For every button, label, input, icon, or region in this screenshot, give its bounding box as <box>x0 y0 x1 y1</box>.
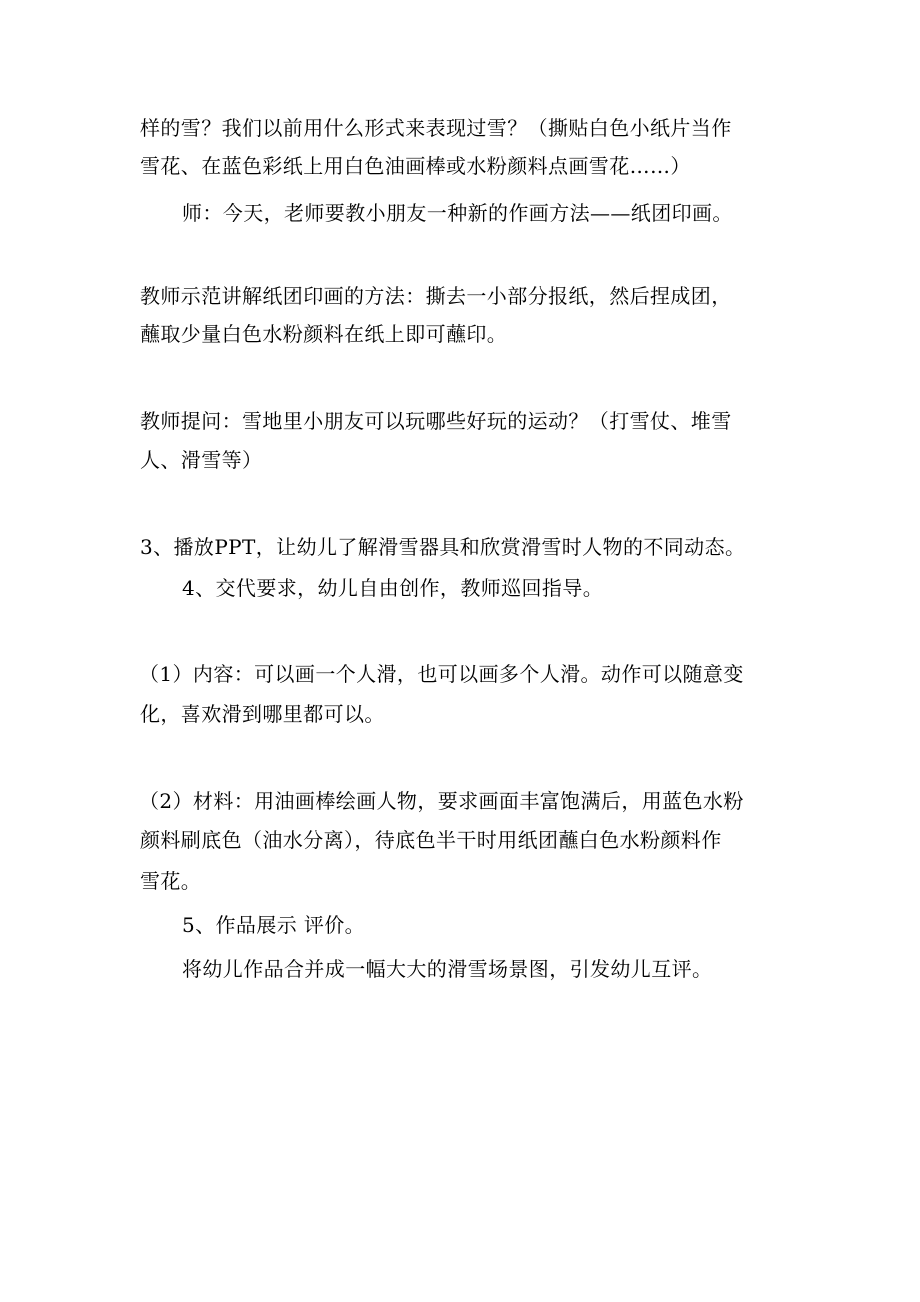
paragraph-line: （2）材料：用油画棒绘画人物，要求画面丰富饱满后，用蓝色水粉 <box>139 789 744 813</box>
paragraph-line: 人、滑雪等） <box>140 448 263 472</box>
paragraph-line: 颜料刷底色（油水分离），待底色半干时用纸团蘸白色水粉颜料作 <box>140 828 722 852</box>
paragraph-line: 3、播放PPT，让幼儿了解滑雪器具和欣赏滑雪时人物的不同动态。 <box>140 535 746 559</box>
paragraph-line: 雪花、在蓝色彩纸上用白色油画棒或水粉颜料点画雪花……） <box>140 154 691 178</box>
paragraph-line: 化，喜欢滑到哪里都可以。 <box>140 702 385 726</box>
paragraph-line: 5、作品展示 评价。 <box>182 913 366 937</box>
paragraph-line: （1）内容：可以画一个人滑，也可以画多个人滑。动作可以随意变 <box>139 662 744 686</box>
paragraph-line: 将幼儿作品合并成一幅大大的滑雪场景图，引发幼儿互评。 <box>182 957 713 981</box>
paragraph-line: 4、交代要求，幼儿自由创作，教师巡回指导。 <box>182 576 604 600</box>
paragraph-line: 蘸取少量白色水粉颜料在纸上即可蘸印。 <box>140 322 508 346</box>
paragraph-line: 雪花。 <box>140 869 202 893</box>
paragraph-line: 教师提问：雪地里小朋友可以玩哪些好玩的运动？（打雪仗、堆雪 <box>140 409 732 433</box>
paragraph-line: 师：今天，老师要教小朋友一种新的作画方法——纸团印画。 <box>182 201 733 225</box>
paragraph-line: 样的雪？我们以前用什么形式来表现过雪？（撕贴白色小纸片当作 <box>140 116 732 140</box>
paragraph-line: 教师示范讲解纸团印画的方法：撕去一小部分报纸，然后捏成团， <box>140 284 732 308</box>
